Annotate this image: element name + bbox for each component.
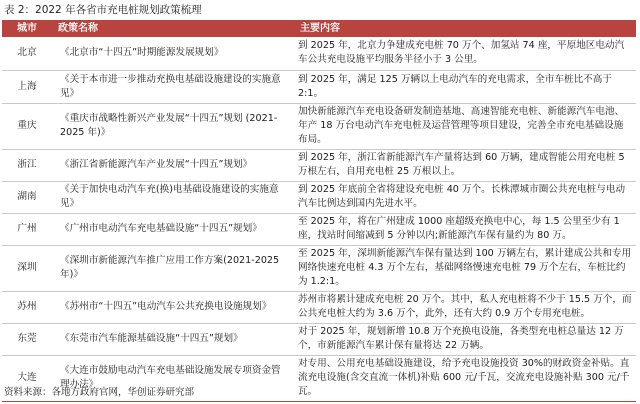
policy-name-cell: 《浙江省新能源汽车产业发展“十四五”规划》 bbox=[52, 149, 294, 181]
city-cell: 东莞 bbox=[2, 323, 52, 355]
city-cell: 北京 bbox=[2, 37, 52, 70]
table-row bbox=[2, 213, 636, 245]
content-cell: 到 2025 年，北京力争建成充电桩 70 万个、加氢站 74 座，平原地区电动汽车公共充电设施平均服务半径小于 3 公里。 bbox=[294, 37, 636, 70]
policy-name-cell: 《大连市鼓励电动汽车充电基础设施发展专项资金管理办法》 bbox=[52, 355, 294, 401]
source-note: 资料来源：各地方政府官网，华创证券研究部 bbox=[4, 387, 195, 398]
content-cell: 对于 2025 年，规划新增 10.8 万个充换电设施，各类型充电桩总量达 12 万个，市新能源汽车累计保有量将达 22 万辆。 bbox=[294, 323, 636, 355]
content-cell: 到 2025 年，浙江省新能源汽车产量将达到 60 万辆，建成智能公用充电桩 5 万根左右，自用充电桩 25 万根以上。 bbox=[294, 149, 636, 181]
policy-name-cell: 《北京市“十四五”时期能源发展规划》 bbox=[52, 37, 294, 70]
table-row bbox=[2, 149, 636, 181]
policy-name-cell: 《关于本市进一步推动充换电基础设施建设的实施意见》 bbox=[52, 70, 294, 103]
header-city: 城市 bbox=[17, 23, 37, 34]
table-row bbox=[2, 70, 636, 103]
table-row bbox=[2, 245, 636, 291]
table-row bbox=[2, 323, 636, 355]
content-cell: 加快新能源汽车充电设备研发制造基地、高速智能充电桩、新能源汽车电池、年产 18 万台电动汽车充电桩及运营管理等项目建设，完善全市充电基础设施布局。 bbox=[294, 103, 636, 149]
city-cell: 重庆 bbox=[2, 103, 52, 149]
policy-name-cell: 《东莞市汽车能源基础设施“十四五”规划》 bbox=[52, 323, 294, 355]
header-main-content: 主要内容 bbox=[300, 23, 340, 34]
content-cell: 对专用、公用充电基础设施建设，给予充电设施投资 30%的财政资金补贴。直流充电设施(含交直流一体机)补贴 600 元/千瓦，交流充电设施补贴 300 元/千瓦。 bbox=[294, 355, 636, 401]
city-cell: 上海 bbox=[2, 70, 52, 103]
table-caption: 表 2：2022 年各省市充电桩规划政策梳理 bbox=[4, 4, 202, 16]
policy-name-cell: 《深圳市新能源汽车推广应用工作方案(2021-2025 年)》 bbox=[52, 245, 294, 291]
table-header-row bbox=[2, 20, 636, 37]
policy-name-cell: 《关于加快电动汽车充(换)电基础设施建设的实施意见》 bbox=[52, 181, 294, 213]
table-row bbox=[2, 37, 636, 70]
header-policy-name: 政策名称 bbox=[58, 23, 98, 34]
policy-name-cell: 《重庆市战略性新兴产业发展“十四五”规划 (2021-2025 年)》 bbox=[52, 103, 294, 149]
policy-name-cell: 《广州市电动汽车充电基础设施“十四五”规划》 bbox=[52, 213, 294, 245]
city-cell: 浙江 bbox=[2, 149, 52, 181]
city-cell: 湖南 bbox=[2, 181, 52, 213]
policy-table bbox=[2, 20, 636, 402]
city-cell: 广州 bbox=[2, 213, 52, 245]
table-row bbox=[2, 181, 636, 213]
city-cell: 深圳 bbox=[2, 245, 52, 291]
content-cell: 至 2025 年，深圳新能源汽车保有量达到 100 万辆左右，累计建成公共和专用网络快速充电桩 4.3 万个左右，基础网络慢速充电桩 79 万个左右，车桩比约为 1.2:1。 bbox=[294, 245, 636, 291]
city-cell: 大连 bbox=[2, 355, 52, 401]
table-row bbox=[2, 103, 636, 149]
table-row bbox=[2, 291, 636, 323]
content-cell: 至 2025 年，将在广州建成 1000 座超级充换电中心，每 1.5 公里至少有 1 座，找站时间缩减到 5 分钟以内;新能源汽车保有量约为 80 万。 bbox=[294, 213, 636, 245]
content-cell: 到 2025 年底前全省将建设充电桩 40 万个。长株潭城市圈公共充电桩与电动汽车比例达到国内先进水平。 bbox=[294, 181, 636, 213]
policy-name-cell: 《苏州市“十四五”电动汽车公共充换电设施规划》 bbox=[52, 291, 294, 323]
content-cell: 到 2025 年，满足 125 万辆以上电动汽车的充电需求，全市车桩比不高于 2:1。 bbox=[294, 70, 636, 103]
content-cell: 苏州市将累计建成充电桩 20 万个。其中，私人充电桩将不少于 15.5 万个，而公共充电桩大约为 3.6 万个，此外，还有大约 0.9 万个专用充电桩。 bbox=[294, 291, 636, 323]
city-cell: 苏州 bbox=[2, 291, 52, 323]
